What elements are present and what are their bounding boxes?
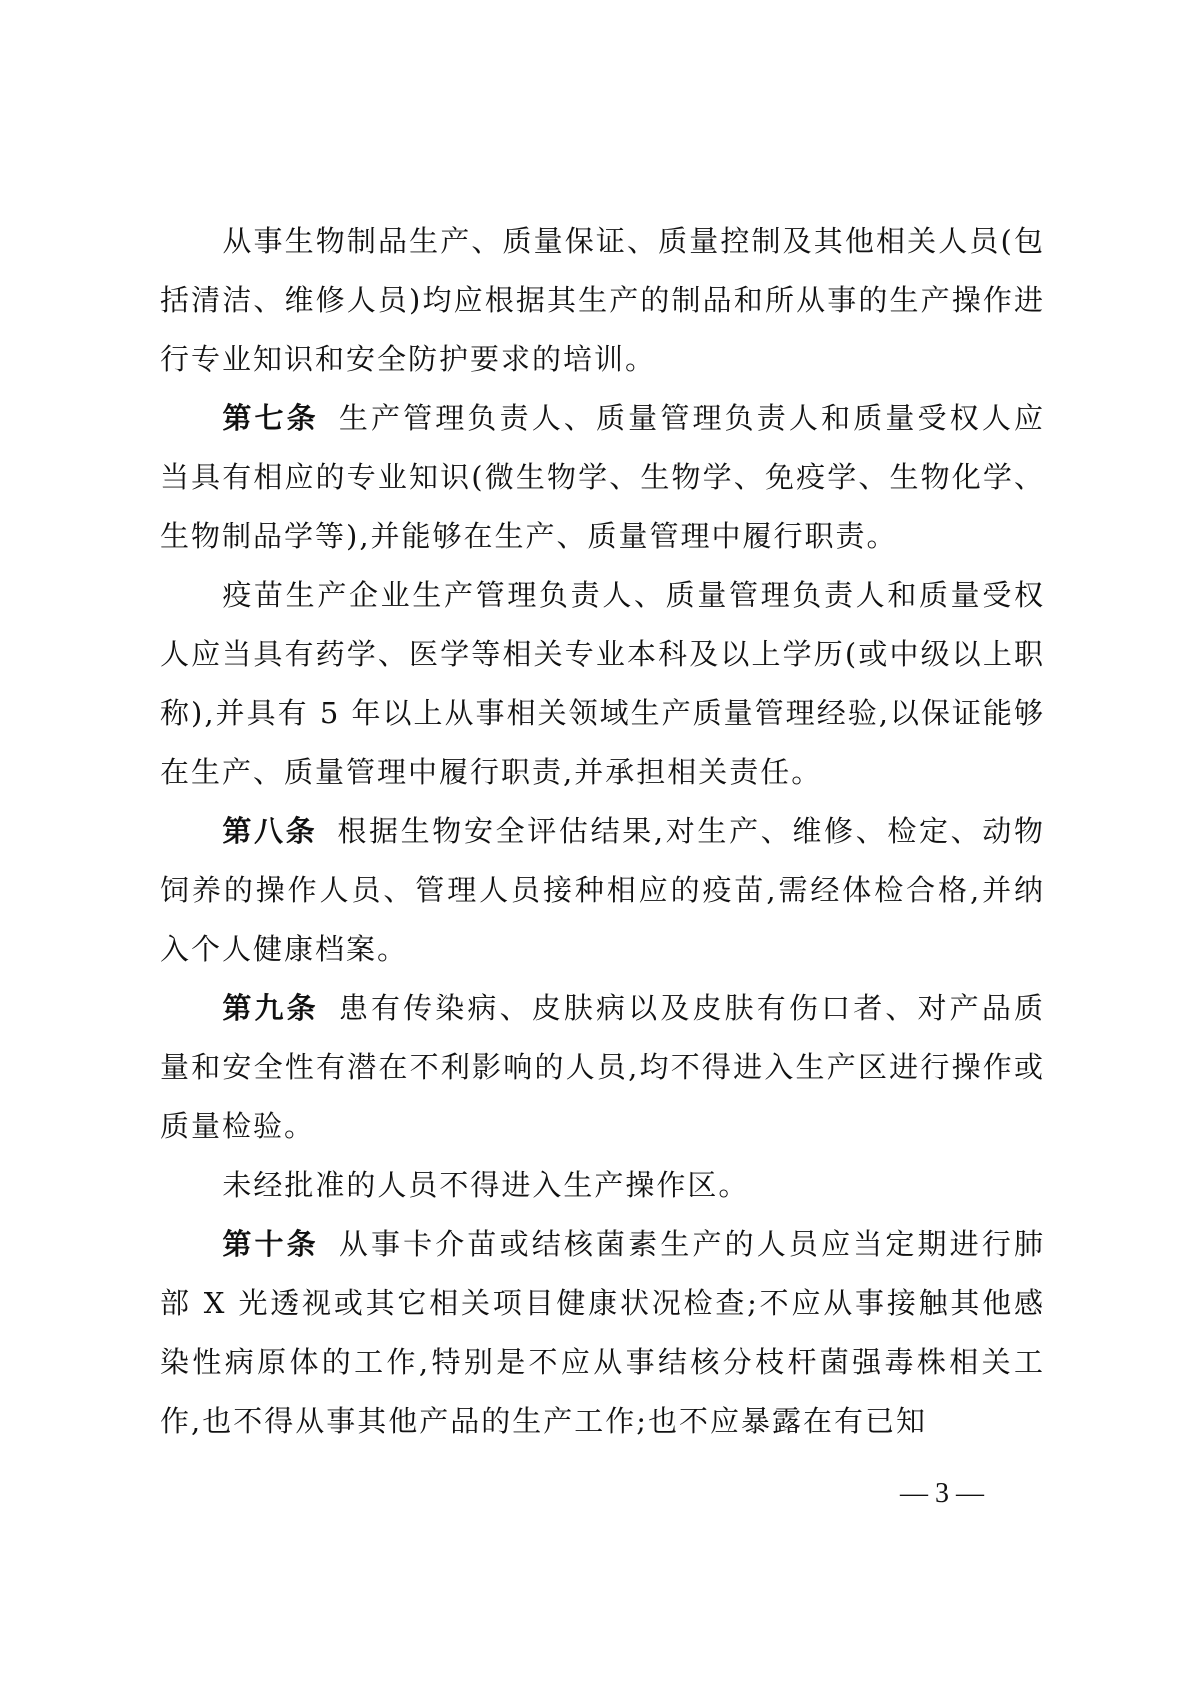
paragraph-article-9 [160, 979, 1045, 1156]
paragraph-text: 未经批准的人员不得进入生产操作区。 [222, 1168, 750, 1202]
paragraph-text: 患有传染病、皮肤病以及皮肤有伤口者、对产品质量和安全性有潜在不利影响的人员,均不得进入生产区进行操作或质量检验。 [160, 991, 1045, 1143]
paragraph-text: 根据生物安全评估结果,对生产、维修、检定、动物饲养的操作人员、管理人员接种相应的疫苗,需经体检合格,并纳入个人健康档案。 [160, 814, 1045, 966]
article-number: 第九条 [222, 991, 319, 1025]
paragraph-text: 疫苗生产企业生产管理负责人、质量管理负责人和质量受权人应当具有药学、医学等相关专业本科及以上学历(或中级以上职称),并具有 5 年以上从事相关领域生产质量管理经验,以保证能够在生产、质量管理中履行职责,并承担相关责任。 [160, 578, 1045, 789]
paragraph-text: 从事卡介苗或结核菌素生产的人员应当定期进行肺部 X 光透视或其它相关项目健康状况检查;不应从事接触其他感染性病原体的工作,特别是不应从事结核分枝杆菌强毒株相关工作,也不得从事其他产品的生产工作;也不应暴露在有已知 [160, 1227, 1045, 1438]
paragraph-article-8 [160, 802, 1045, 979]
body-text [160, 212, 1045, 1451]
paragraph [160, 566, 1045, 802]
article-number: 第八条 [222, 814, 318, 848]
page-number: — 3 — [900, 1478, 984, 1509]
paragraph [160, 212, 1045, 389]
article-number: 第十条 [222, 1227, 319, 1261]
paragraph-text: 从事生物制品生产、质量保证、质量控制及其他相关人员(包括清洁、维修人员)均应根据其生产的制品和所从事的生产操作进行专业知识和安全防护要求的培训。 [160, 224, 1045, 376]
paragraph-article-7 [160, 389, 1045, 566]
article-number: 第七条 [222, 401, 319, 435]
paragraph [160, 1156, 1045, 1215]
paragraph-article-10 [160, 1215, 1045, 1451]
paragraph-text: 生产管理负责人、质量管理负责人和质量受权人应当具有相应的专业知识(微生物学、生物学、免疫学、生物化学、生物制品学等),并能够在生产、质量管理中履行职责。 [160, 401, 1045, 553]
